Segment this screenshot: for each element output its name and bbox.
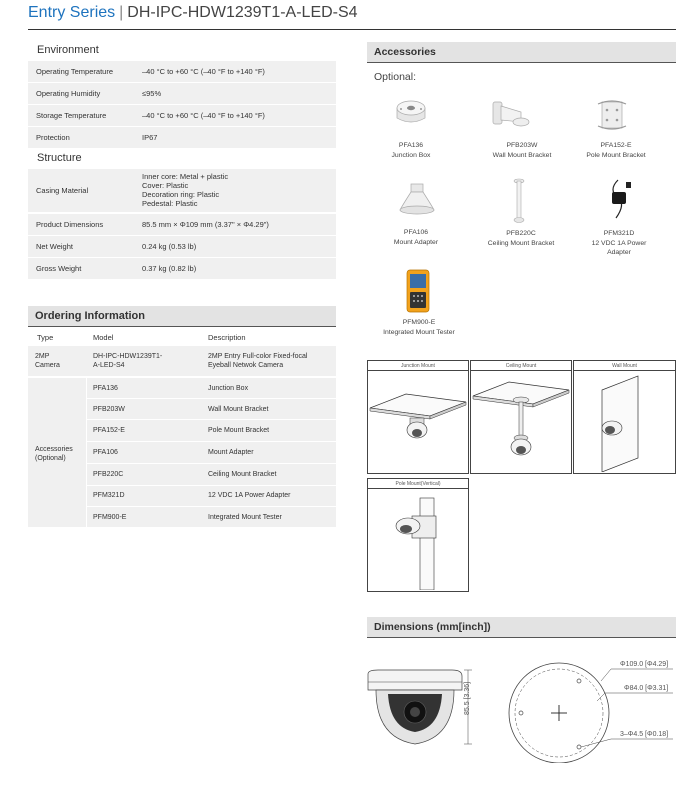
accessory-description: Integrated Mount Tester xyxy=(208,514,282,521)
dimensions-title-bar xyxy=(367,617,676,637)
accessories-rule xyxy=(367,62,676,63)
camera-model xyxy=(93,352,162,370)
accessory-name: Junction Box xyxy=(391,151,431,159)
type-line: Accessories xyxy=(35,446,73,453)
spec-label: Net Weight xyxy=(36,242,73,251)
wall-mount-icon xyxy=(574,372,675,472)
ordering-title-bar xyxy=(28,306,336,326)
camera-type xyxy=(35,352,60,370)
column-type: Type xyxy=(37,333,54,342)
accessory-description: Wall Mount Bracket xyxy=(208,406,269,413)
spec-row xyxy=(28,105,336,126)
page-header xyxy=(28,4,358,22)
wall-bracket-icon xyxy=(491,98,531,132)
accessory-description: Junction Box xyxy=(208,385,249,392)
spec-value: Cover: Plastic xyxy=(142,181,189,190)
accessory-item xyxy=(371,228,461,247)
spec-label: Protection xyxy=(36,133,70,142)
spec-row-casing xyxy=(28,169,336,212)
accessory-code: PFB220C xyxy=(506,230,536,237)
accessory-model: PFA106 xyxy=(93,449,118,456)
accessories-title: Accessories xyxy=(374,46,436,58)
accessory-code: PFM321D xyxy=(603,230,635,237)
accessory-code: PFB203W xyxy=(506,142,538,149)
top-view-drawing xyxy=(505,655,677,763)
accessory-name: Wall Mount Bracket xyxy=(492,151,552,159)
diameter-label-outer: Φ109.0 [Φ4.29] xyxy=(620,661,669,668)
model-title: DH-IPC-HDW1239T1-A-LED-S4 xyxy=(127,4,358,21)
mount-label: Junction Mount xyxy=(368,361,468,371)
accessory-description: Ceiling Mount Bracket xyxy=(208,471,277,478)
height-label: 85.5 [3.36] xyxy=(464,681,471,715)
accessory-code: PFA136 xyxy=(398,142,424,149)
spec-row xyxy=(28,61,336,82)
spec-row xyxy=(28,236,336,257)
mount-tester-icon xyxy=(404,268,432,314)
type-line: 2MP xyxy=(35,353,50,360)
casing-values xyxy=(142,172,228,208)
spec-label: Storage Temperature xyxy=(36,111,107,120)
mount-label: Wall Mount xyxy=(574,361,675,371)
dimensions-title: Dimensions (mm[inch]) xyxy=(374,621,491,633)
mount-label: Pole Mount(Vertical) xyxy=(368,479,468,489)
spec-value: ≤95% xyxy=(142,88,162,98)
spec-label: Operating Humidity xyxy=(36,89,101,98)
spec-label: Product Dimensions xyxy=(36,220,104,229)
accessory-model: PFM900-E xyxy=(93,514,127,521)
ceiling-bracket-icon xyxy=(512,178,526,224)
accessories-title-bar xyxy=(367,42,676,62)
mount-panel-ceiling xyxy=(470,360,572,474)
accessory-description: Pole Mount Bracket xyxy=(208,427,270,434)
accessory-code: PFM900-E xyxy=(402,319,436,326)
accessory-item xyxy=(470,229,572,248)
accessory-name: Ceiling Mount Bracket xyxy=(487,239,555,247)
spec-value: Decoration ring: Plastic xyxy=(142,190,220,199)
ceiling-mount-icon xyxy=(471,372,571,472)
environment-heading: Environment xyxy=(37,44,99,56)
model-line: DH-IPC-HDW1239T1- xyxy=(93,353,163,360)
accessory-code: PFA152-E xyxy=(600,142,632,149)
header-separator: | xyxy=(119,4,124,21)
junction-mount-icon xyxy=(368,372,468,472)
spec-label: Gross Weight xyxy=(36,264,82,273)
ordering-title: Ordering Information xyxy=(35,310,145,322)
spec-value: Pedestal: Plastic xyxy=(142,199,198,208)
ordering-rule xyxy=(28,326,336,327)
structure-heading: Structure xyxy=(37,152,82,164)
series-title: Entry Series xyxy=(28,4,116,21)
spec-row xyxy=(28,127,336,148)
power-adapter-icon xyxy=(604,178,634,224)
dimensions-rule xyxy=(367,637,676,638)
accessory-model: PFA136 xyxy=(93,385,118,392)
camera-description xyxy=(208,352,307,370)
accessory-model: PFM321D xyxy=(93,492,125,499)
spec-value: 0.24 kg (0.53 lb) xyxy=(142,241,197,251)
accessory-name: 12 VDC 1A Power Adapter xyxy=(591,239,647,256)
description-line: Eyeball Netwok Camera xyxy=(208,362,284,369)
pole-bracket-icon xyxy=(594,98,630,132)
spec-value: –40 °C to +60 °C (–40 °F to +140 °F) xyxy=(142,110,265,120)
accessory-code: PFA106 xyxy=(403,229,429,236)
model-line: A-LED-S4 xyxy=(93,362,125,369)
accessory-model: PFA152-E xyxy=(93,427,125,434)
accessory-description: 12 VDC 1A Power Adapter xyxy=(208,492,291,499)
spec-label: Casing Material xyxy=(36,186,89,195)
spec-value: IP67 xyxy=(142,132,158,142)
side-view-drawing xyxy=(364,668,478,760)
type-line: (Optional) xyxy=(35,455,66,462)
junction-box-icon xyxy=(394,98,428,130)
accessory-name: Pole Mount Bracket xyxy=(586,151,646,159)
spec-label: Operating Temperature xyxy=(36,67,113,76)
diameter-label-inner: Φ84.0 [Φ3.31] xyxy=(624,685,669,692)
spec-value: Inner core: Metal + plastic xyxy=(142,172,229,181)
description-line: 2MP Entry Full-color Fixed-focal xyxy=(208,353,308,360)
spec-row xyxy=(28,214,336,235)
spec-value: –40 °C to +60 °C (–40 °F to +140 °F) xyxy=(142,66,265,76)
accessory-item xyxy=(382,318,456,337)
spec-row xyxy=(28,83,336,104)
accessory-description: Mount Adapter xyxy=(208,449,254,456)
mount-panel-wall xyxy=(573,360,676,474)
accessory-model: PFB203W xyxy=(93,406,125,413)
mount-panel-pole xyxy=(367,478,469,592)
spec-row xyxy=(28,258,336,279)
hole-label: 3–Φ4.5 [Φ0.18] xyxy=(620,731,669,738)
mount-adapter-icon xyxy=(398,182,436,216)
accessory-item xyxy=(472,141,572,160)
accessory-item xyxy=(583,229,655,258)
column-model: Model xyxy=(93,333,114,342)
accessory-item xyxy=(570,141,662,160)
accessory-name: Integrated Mount Tester xyxy=(383,328,455,336)
accessory-item xyxy=(371,141,451,160)
type-line: Camera xyxy=(35,362,60,369)
accessory-name: Mount Adapter xyxy=(393,238,439,246)
mount-panel-junction xyxy=(367,360,469,474)
pole-mount-icon xyxy=(368,490,468,590)
spec-value: 0.37 kg (0.82 lb) xyxy=(142,263,197,273)
mount-label: Ceiling Mount xyxy=(471,361,571,371)
optional-label: Optional: xyxy=(374,71,417,83)
header-rule xyxy=(28,29,676,30)
accessories-type xyxy=(35,445,73,463)
spec-value: 85.5 mm × Φ109 mm (3.37" × Φ4.29") xyxy=(142,219,269,229)
column-description: Description xyxy=(208,333,246,342)
accessory-model: PFB220C xyxy=(93,471,124,478)
